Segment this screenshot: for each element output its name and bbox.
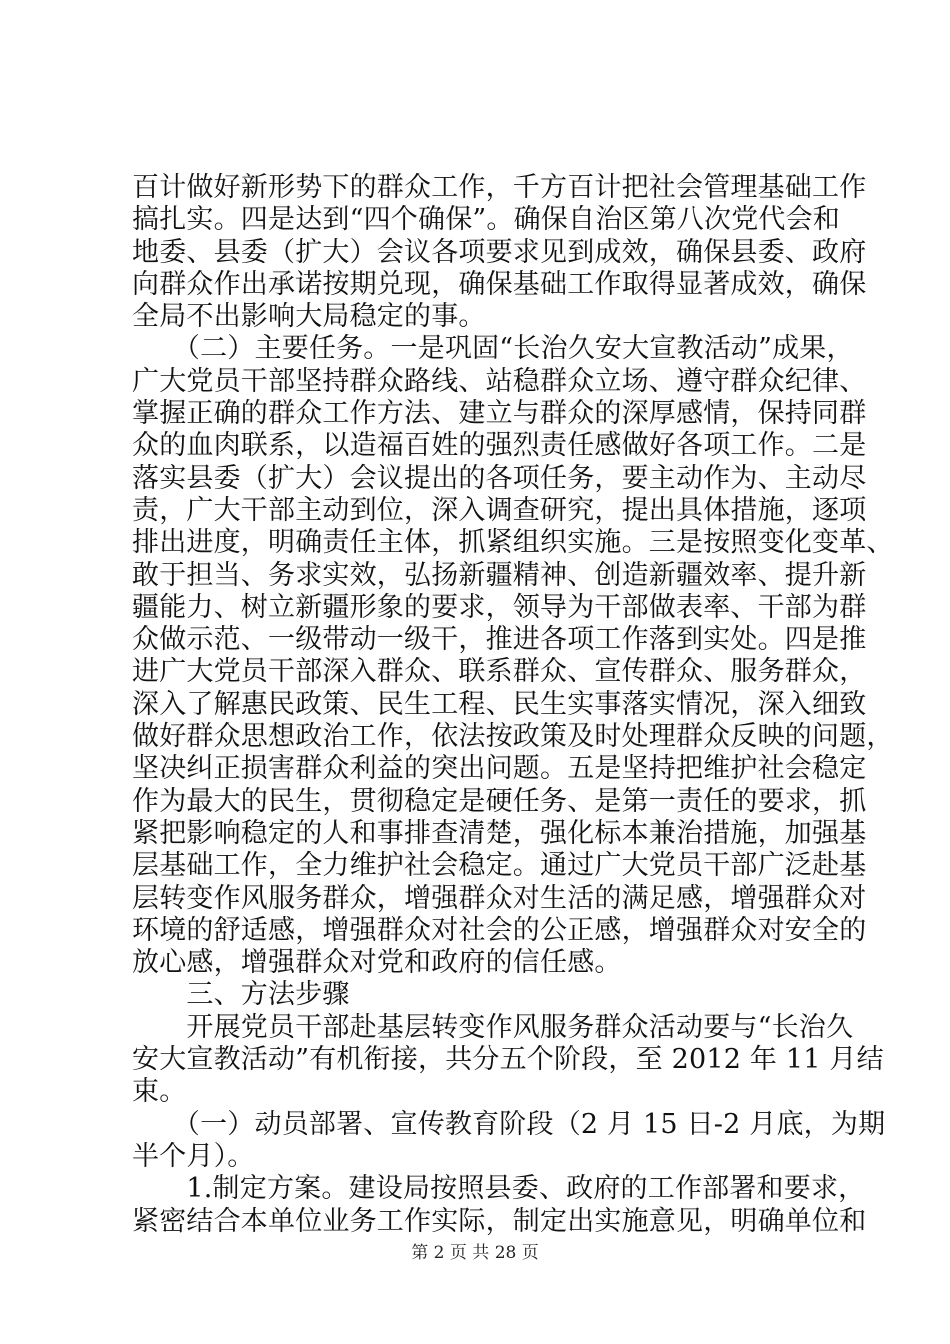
text-line: 作为最大的民生，贯彻稳定是硬任务、是第一责任的要求，抓 — [132, 785, 867, 817]
text-line: 环境的舒适感，增强群众对社会的公正感，增强群众对安全的 — [132, 914, 867, 946]
text-line: 排出进度，明确责任主体，抓紧组织实施。三是按照变化变革、 — [132, 527, 894, 559]
subsection-heading: （一）动员部署、宣传教育阶段（2 月 15 日-2 月底，为期 — [132, 1108, 886, 1140]
text-line: 层基础工作，全力维护社会稳定。通过广大党员干部广泛赴基 — [132, 850, 867, 882]
text-line: 众做示范、一级带动一级干，推进各项工作落到实处。四是推 — [132, 624, 867, 656]
text-line: 紧密结合本单位业务工作实际，制定出实施意见，明确单位和 — [132, 1205, 867, 1237]
text-line: 进广大党员干部深入群众、联系群众、宣传群众、服务群众， — [132, 656, 867, 688]
text-line: 安大宣教活动”有机衔接，共分五个阶段，至 2012 年 11 月结 — [132, 1044, 884, 1076]
text-line: 广大党员干部坚持群众路线、站稳群众立场、遵守群众纪律、 — [132, 365, 867, 397]
text-line: 百计做好新形势下的群众工作，千方百计把社会管理基础工作 — [132, 172, 867, 203]
section-heading: 三、方法步骤 — [132, 979, 350, 1011]
text-line: 做好群众思想政治工作，依法按政策及时处理群众反映的问题， — [132, 721, 894, 753]
text-line: 紧把影响稳定的人和事排查清楚，强化标本兼治措施，加强基 — [132, 817, 867, 849]
text-line: 深入了解惠民政策、民生工程、民生实事落实情况，深入细致 — [132, 688, 867, 720]
text-line: 束。 — [132, 1076, 187, 1108]
text-line: 放心感，增强群众对党和政府的信任感。 — [132, 947, 622, 979]
text-line: 落实县委（扩大）会议提出的各项任务，要主动作为、主动尽 — [132, 462, 867, 494]
text-line: 众的血肉联系，以造福百姓的强烈责任感做好各项工作。二是 — [132, 430, 867, 462]
text-line: （二）主要任务。一是巩固“长治久安大宣教活动”成果， — [132, 333, 854, 365]
text-line: 地委、县委（扩大）会议各项要求见到成效，确保县委、政府 — [132, 236, 867, 268]
text-line: 敢于担当、务求实效，弘扬新疆精神、创造新疆效率、提升新 — [132, 559, 867, 591]
text-line: 1.制定方案。建设局按照县委、政府的工作部署和要求， — [132, 1173, 866, 1205]
text-line: 疆能力、树立新疆形象的要求，领导为干部做表率、干部为群 — [132, 591, 867, 623]
document-body — [132, 172, 894, 1238]
text-line: 搞扎实。四是达到“四个确保”。确保自治区第八次党代会和 — [132, 204, 841, 236]
page-number-footer: 第 2 页 共 28 页 — [411, 1243, 539, 1263]
text-line: 半个月）。 — [132, 1140, 255, 1172]
text-line: 层转变作风服务群众，增强群众对生活的满足感，增强群众对 — [132, 882, 867, 914]
text-line: 全局不出影响大局稳定的事。 — [132, 301, 486, 333]
text-line: 掌握正确的群众工作方法、建立与群众的深厚感情，保持同群 — [132, 398, 867, 430]
text-line: 开展党员干部赴基层转变作风服务群众活动要与“长治久 — [132, 1011, 854, 1043]
text-line: 坚决纠正损害群众利益的突出问题。五是坚持把维护社会稳定 — [132, 753, 867, 785]
text-line: 责，广大干部主动到位，深入调查研究，提出具体措施，逐项 — [132, 494, 867, 526]
text-line: 向群众作出承诺按期兑现，确保基础工作取得显著成效，确保 — [132, 268, 867, 300]
